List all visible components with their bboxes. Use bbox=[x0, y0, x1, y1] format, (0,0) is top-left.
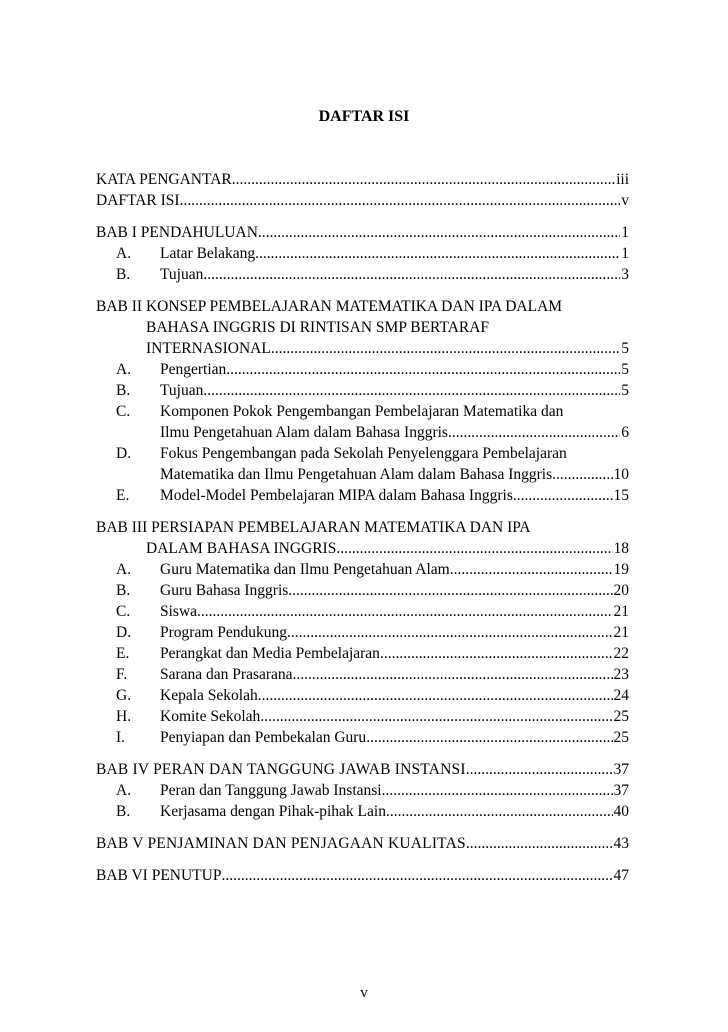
toc-chapter-bab-3[interactable] bbox=[96, 538, 629, 559]
toc-section-3-b[interactable] bbox=[96, 580, 629, 601]
toc-section-letter: B. bbox=[116, 382, 131, 399]
toc-section-letter: A. bbox=[116, 361, 132, 378]
toc-section-3-c[interactable] bbox=[96, 601, 629, 622]
toc-section-3-f[interactable] bbox=[96, 664, 629, 685]
toc-section-2a[interactable] bbox=[96, 359, 629, 380]
toc-section-letter: A. bbox=[116, 782, 132, 799]
toc-page-number: 23 bbox=[613, 666, 629, 683]
toc-page-number: 6 bbox=[621, 424, 629, 441]
toc-entry-daftar-isi[interactable] bbox=[96, 190, 629, 211]
leader-dots bbox=[336, 538, 612, 559]
toc-chapter-bab-4[interactable] bbox=[96, 759, 629, 780]
leader-dots bbox=[450, 559, 613, 580]
toc-chapter-bab-5[interactable] bbox=[96, 833, 629, 854]
toc-page-number: 1 bbox=[621, 245, 629, 262]
toc-section-letter: I. bbox=[116, 729, 126, 746]
toc-page-number: 18 bbox=[613, 540, 629, 557]
toc-section-letter: D. bbox=[116, 445, 132, 462]
toc-entry-text: DAFTAR ISI bbox=[96, 192, 180, 209]
toc-chapter-bab-6[interactable] bbox=[96, 865, 629, 886]
leader-dots bbox=[287, 622, 612, 643]
toc-section-text: Komponen Pokok Pengembangan Pembelajaran Matematika dan bbox=[160, 403, 564, 420]
toc-chapter-title: BAB IV PERAN DAN TANGGUNG JAWAB INSTANSI bbox=[96, 761, 466, 778]
toc-section-text: Guru Bahasa Inggris bbox=[160, 582, 289, 599]
toc-chapter-title: BAB V PENJAMINAN DAN PENJAGAAN KUALITAS bbox=[96, 835, 466, 852]
toc-section-letter: G. bbox=[116, 687, 132, 704]
toc-section-letter: E. bbox=[116, 487, 130, 504]
leader-dots bbox=[380, 643, 613, 664]
toc-section-text: Program Pendukung bbox=[160, 624, 288, 641]
toc-page-number: iii bbox=[616, 171, 629, 188]
toc-page-number: 22 bbox=[613, 645, 629, 662]
toc-section-3-e[interactable] bbox=[96, 643, 629, 664]
toc-section-text-continued: Matematika dan Ilmu Pengetahuan Alam dalam Bahasa Inggris bbox=[160, 466, 553, 483]
leader-dots bbox=[293, 664, 613, 685]
toc-section-letter: B. bbox=[116, 803, 131, 820]
toc-chapter-bab-3-line-1[interactable]: BAB III PERSIAPAN PEMBELAJARAN MATEMATIKA DAN IPA bbox=[96, 519, 531, 536]
toc-page-number: 3 bbox=[621, 266, 629, 283]
leader-dots bbox=[258, 222, 620, 243]
toc-section-1a[interactable] bbox=[96, 243, 629, 264]
toc-section-letter: B. bbox=[116, 266, 131, 283]
leader-dots bbox=[271, 338, 620, 359]
toc-chapter-title: BAB VI PENUTUP bbox=[96, 867, 222, 884]
leader-dots bbox=[203, 380, 620, 401]
toc-section-text: Sarana dan Prasarana bbox=[160, 666, 293, 683]
toc-section-letter: C. bbox=[116, 603, 131, 620]
leader-dots bbox=[382, 780, 613, 801]
leader-dots bbox=[180, 190, 621, 211]
leader-dots bbox=[221, 865, 612, 886]
toc-section-1b[interactable] bbox=[96, 264, 629, 285]
toc-chapter-bab-2-line-2[interactable]: BAHASA INGGRIS DI RINTISAN SMP BERTARAF bbox=[146, 319, 490, 336]
page-title: DAFTAR ISI bbox=[318, 108, 410, 125]
toc-page-number: 19 bbox=[613, 561, 629, 578]
toc-page-number: 10 bbox=[613, 466, 629, 483]
toc-chapter-title: BAB I PENDAHULUAN bbox=[96, 224, 258, 241]
toc-section-letter: D. bbox=[116, 624, 132, 641]
toc-section-2e[interactable] bbox=[96, 485, 629, 506]
toc-chapter-bab-1[interactable] bbox=[96, 222, 629, 243]
toc-section-2c-line-1[interactable] bbox=[96, 401, 629, 422]
toc-section-letter: A. bbox=[116, 245, 132, 262]
table-of-contents bbox=[96, 169, 629, 886]
leader-dots bbox=[258, 685, 613, 706]
leader-dots bbox=[448, 422, 620, 443]
toc-chapter-bab-2-line-1[interactable]: BAB II KONSEP PEMBELAJARAN MATEMATIKA DAN IPA DALAM bbox=[96, 298, 563, 315]
leader-dots bbox=[197, 601, 612, 622]
toc-page-number: 5 bbox=[621, 382, 629, 399]
toc-page-number: 25 bbox=[613, 708, 629, 725]
toc-page-number: 5 bbox=[621, 361, 629, 378]
toc-page-number: 24 bbox=[613, 687, 629, 704]
toc-page-number: 37 bbox=[613, 782, 629, 799]
leader-dots bbox=[255, 243, 620, 264]
toc-page-number: 43 bbox=[613, 835, 629, 852]
leader-dots bbox=[386, 801, 613, 822]
toc-section-letter: E. bbox=[116, 645, 130, 662]
toc-section-3-h[interactable] bbox=[96, 706, 629, 727]
leader-dots bbox=[232, 169, 615, 190]
page-number-footer: v bbox=[360, 985, 368, 1001]
toc-page-number: 20 bbox=[613, 582, 629, 599]
toc-section-text: Pengertian bbox=[160, 361, 227, 378]
toc-section-4a[interactable] bbox=[96, 780, 629, 801]
toc-section-text: Latar Belakang bbox=[160, 245, 256, 262]
toc-entry-kata-pengantar[interactable] bbox=[96, 169, 629, 190]
leader-dots bbox=[288, 580, 612, 601]
leader-dots bbox=[260, 706, 612, 727]
toc-page-number: 40 bbox=[613, 803, 629, 820]
toc-page-number: 25 bbox=[613, 729, 629, 746]
toc-section-text: Kerjasama dengan Pihak-pihak Lain bbox=[160, 803, 386, 820]
toc-section-letter: B. bbox=[116, 582, 131, 599]
toc-page-number: 21 bbox=[613, 624, 629, 641]
toc-section-text: Perangkat dan Media Pembelajaran bbox=[160, 645, 380, 662]
toc-section-2d-line-1[interactable] bbox=[96, 443, 629, 464]
leader-dots bbox=[552, 464, 612, 485]
toc-page-number: 47 bbox=[613, 867, 629, 884]
leader-dots bbox=[513, 485, 613, 506]
toc-section-text: Fokus Pengembangan pada Sekolah Penyelenggara Pembelajaran bbox=[160, 445, 567, 462]
leader-dots bbox=[226, 359, 620, 380]
toc-section-text: Siswa bbox=[160, 603, 198, 620]
toc-page-number: 15 bbox=[613, 487, 629, 504]
toc-section-letter: A. bbox=[116, 561, 132, 578]
toc-page-number: 1 bbox=[621, 224, 629, 241]
toc-section-text: Peran dan Tanggung Jawab Instansi bbox=[160, 782, 382, 799]
toc-section-3-g[interactable] bbox=[96, 685, 629, 706]
toc-section-text: Komite Sekolah bbox=[160, 708, 261, 725]
toc-section-text-continued: Ilmu Pengetahuan Alam dalam Bahasa Inggris bbox=[160, 424, 448, 441]
toc-page-number: 21 bbox=[613, 603, 629, 620]
toc-chapter-title: DALAM BAHASA INGGRIS bbox=[146, 540, 337, 557]
toc-section-text: Kepala Sekolah bbox=[160, 687, 258, 704]
toc-section-text: Penyiapan dan Pembekalan Guru bbox=[160, 729, 367, 746]
toc-section-3-d[interactable] bbox=[96, 622, 629, 643]
toc-section-letter: F. bbox=[116, 666, 128, 683]
toc-section-2d[interactable] bbox=[96, 464, 629, 485]
toc-section-4b[interactable] bbox=[96, 801, 629, 822]
toc-section-text: Model-Model Pembelajaran MIPA dalam Bahasa Inggris bbox=[160, 487, 513, 504]
leader-dots bbox=[466, 833, 613, 854]
toc-chapter-bab-2[interactable] bbox=[96, 338, 629, 359]
leader-dots bbox=[366, 727, 612, 748]
toc-section-text: Tujuan bbox=[160, 382, 204, 399]
toc-section-letter: C. bbox=[116, 403, 131, 420]
leader-dots bbox=[466, 759, 613, 780]
toc-section-letter: H. bbox=[116, 708, 132, 725]
toc-page-number: v bbox=[621, 192, 629, 209]
toc-section-text: Guru Matematika dan Ilmu Pengetahuan Alam bbox=[160, 561, 450, 578]
toc-section-3-a[interactable] bbox=[96, 559, 629, 580]
toc-page-number: 37 bbox=[613, 761, 629, 778]
toc-section-3-i[interactable] bbox=[96, 727, 629, 748]
toc-section-2b[interactable] bbox=[96, 380, 629, 401]
toc-entry-text: KATA PENGANTAR bbox=[96, 171, 232, 188]
leader-dots bbox=[203, 264, 620, 285]
toc-section-text: Tujuan bbox=[160, 266, 204, 283]
toc-section-2c[interactable] bbox=[96, 422, 629, 443]
toc-page-number: 5 bbox=[621, 340, 629, 357]
toc-chapter-title: INTERNASIONAL bbox=[146, 340, 271, 357]
